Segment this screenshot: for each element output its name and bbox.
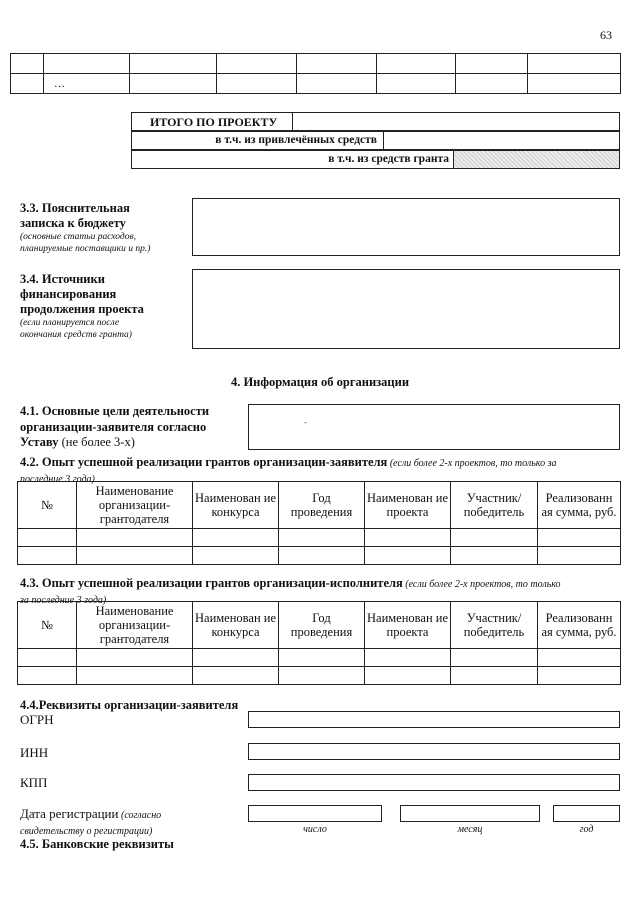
kpp-label: КПП [20, 775, 48, 790]
attracted-funds-label: в т.ч. из привлечённых средств [131, 131, 384, 150]
budget-cell[interactable] [130, 54, 217, 74]
budget-note-hint-2: планируемые поставщики и пр.) [20, 244, 151, 254]
reg-month-caption: месяц [457, 824, 483, 835]
goals-field[interactable] [248, 404, 620, 450]
table-header-row [18, 482, 621, 529]
budget-cell[interactable] [217, 54, 297, 74]
ogrn-label: ОГРН [20, 712, 54, 727]
col-number: № [18, 482, 77, 529]
table-header-row [18, 602, 621, 649]
funding-sources-hint-2: окончания средств гранта) [20, 330, 132, 340]
goals-section [20, 404, 250, 451]
funding-sources-section [20, 272, 190, 341]
col-number: № [18, 602, 77, 649]
budget-note-section [20, 201, 190, 255]
col-year: Год проведения [279, 602, 365, 649]
col-contest: Наименован ие конкурса [193, 482, 279, 529]
reg-date-note: (согласно [118, 810, 162, 821]
col-role: Участник/ победитель [451, 602, 538, 649]
budget-note-title-1: 3.3. Пояснительная [20, 201, 130, 215]
grant-funds-cell [453, 150, 620, 169]
reg-date-label: Дата регистрации [20, 806, 119, 821]
col-project: Наименован ие проекта [365, 602, 451, 649]
budget-note-field[interactable] [192, 198, 620, 256]
total-label: ИТОГО ПО ПРОЕКТУ [131, 112, 293, 131]
reg-date-note-2: свидетельству о регистрации) [20, 826, 153, 837]
attracted-funds-cell[interactable] [383, 131, 620, 150]
col-year: Год проведения [279, 482, 365, 529]
table-row[interactable] [18, 667, 621, 685]
col-role: Участник/ победитель [451, 482, 538, 529]
budget-cell[interactable] [44, 54, 130, 74]
grant-funds-label: в т.ч. из средств гранта [131, 150, 454, 169]
funding-sources-title-1: 3.4. Источники [20, 272, 105, 286]
budget-cell-ellipsis: … [44, 74, 130, 94]
reg-date-label-block [20, 807, 161, 839]
inn-field[interactable] [248, 743, 620, 760]
experience-applicant-note-2: последние 3 года) [20, 474, 95, 485]
budget-cell[interactable] [297, 54, 377, 74]
goals-title-2: организации-заявителя согласно [20, 419, 207, 434]
experience-applicant-table [17, 481, 621, 565]
budget-cell[interactable] [456, 74, 528, 94]
table-row[interactable] [18, 529, 621, 547]
page-number: 63 [600, 28, 612, 42]
budget-note-hint-1: (основные статьи расходов, [20, 232, 136, 242]
reg-day-caption: число [303, 824, 327, 835]
experience-executor-note-2: за последние 3 года) [20, 595, 107, 606]
budget-cell[interactable] [11, 54, 44, 74]
funding-sources-hint-1: (если планируется после [20, 318, 120, 328]
experience-executor-title: 4.3. Опыт успешной реализации грантов организации-исполнителя [20, 576, 403, 590]
kpp-field[interactable] [248, 774, 620, 791]
table-row[interactable] [18, 547, 621, 565]
budget-cell[interactable] [130, 74, 217, 94]
funding-sources-field[interactable] [192, 269, 620, 349]
col-contest: Наименован ие конкурса [193, 602, 279, 649]
reg-year-field[interactable] [553, 805, 620, 822]
budget-cell[interactable] [377, 54, 456, 74]
budget-cell[interactable] [377, 74, 456, 94]
reg-year-caption: год [579, 824, 594, 835]
goals-title-3: Уставу (не более 3-х) [20, 435, 135, 449]
funding-sources-title-2: финансирования [20, 287, 117, 301]
ogrn-field[interactable] [248, 711, 620, 728]
inn-label: ИНН [20, 745, 49, 760]
requisites-title: 4.4.Реквизиты организации-заявителя [20, 698, 239, 712]
reg-day-field[interactable] [248, 805, 382, 822]
budget-cell[interactable] [456, 54, 528, 74]
goals-field-mark: - [304, 417, 307, 427]
col-sum: Реализованн ая сумма, руб. [538, 602, 621, 649]
experience-executor-table [17, 601, 621, 685]
total-value-cell[interactable] [292, 112, 620, 131]
bank-requisites-title: 4.5. Банковские реквизиты [20, 837, 174, 851]
budget-cell[interactable] [11, 74, 44, 94]
experience-executor-note: (если более 2-х проектов, то только [402, 579, 561, 590]
budget-note-title-2: записка к бюджету [20, 216, 126, 230]
goals-title-1: 4.1. Основные цели деятельности [20, 404, 210, 418]
experience-applicant-title: 4.2. Опыт успешной реализации грантов организации-заявителя [20, 455, 388, 469]
budget-cell[interactable] [528, 54, 621, 74]
section-4-title: 4. Информация об организации [230, 375, 410, 389]
funding-sources-title-3: продолжения проекта [20, 302, 144, 316]
budget-cell[interactable] [217, 74, 297, 94]
col-project: Наименован ие проекта [365, 482, 451, 529]
col-grantor: Наименование организации-грантодателя [77, 482, 193, 529]
col-sum: Реализованн ая сумма, руб. [538, 482, 621, 529]
budget-table-fragment [10, 53, 621, 94]
budget-cell[interactable] [297, 74, 377, 94]
col-grantor: Наименование организации-грантодателя [77, 602, 193, 649]
reg-month-field[interactable] [400, 805, 540, 822]
budget-cell[interactable] [528, 74, 621, 94]
experience-applicant-note: (если более 2-х проектов, то только за [387, 458, 557, 469]
table-row[interactable] [18, 649, 621, 667]
